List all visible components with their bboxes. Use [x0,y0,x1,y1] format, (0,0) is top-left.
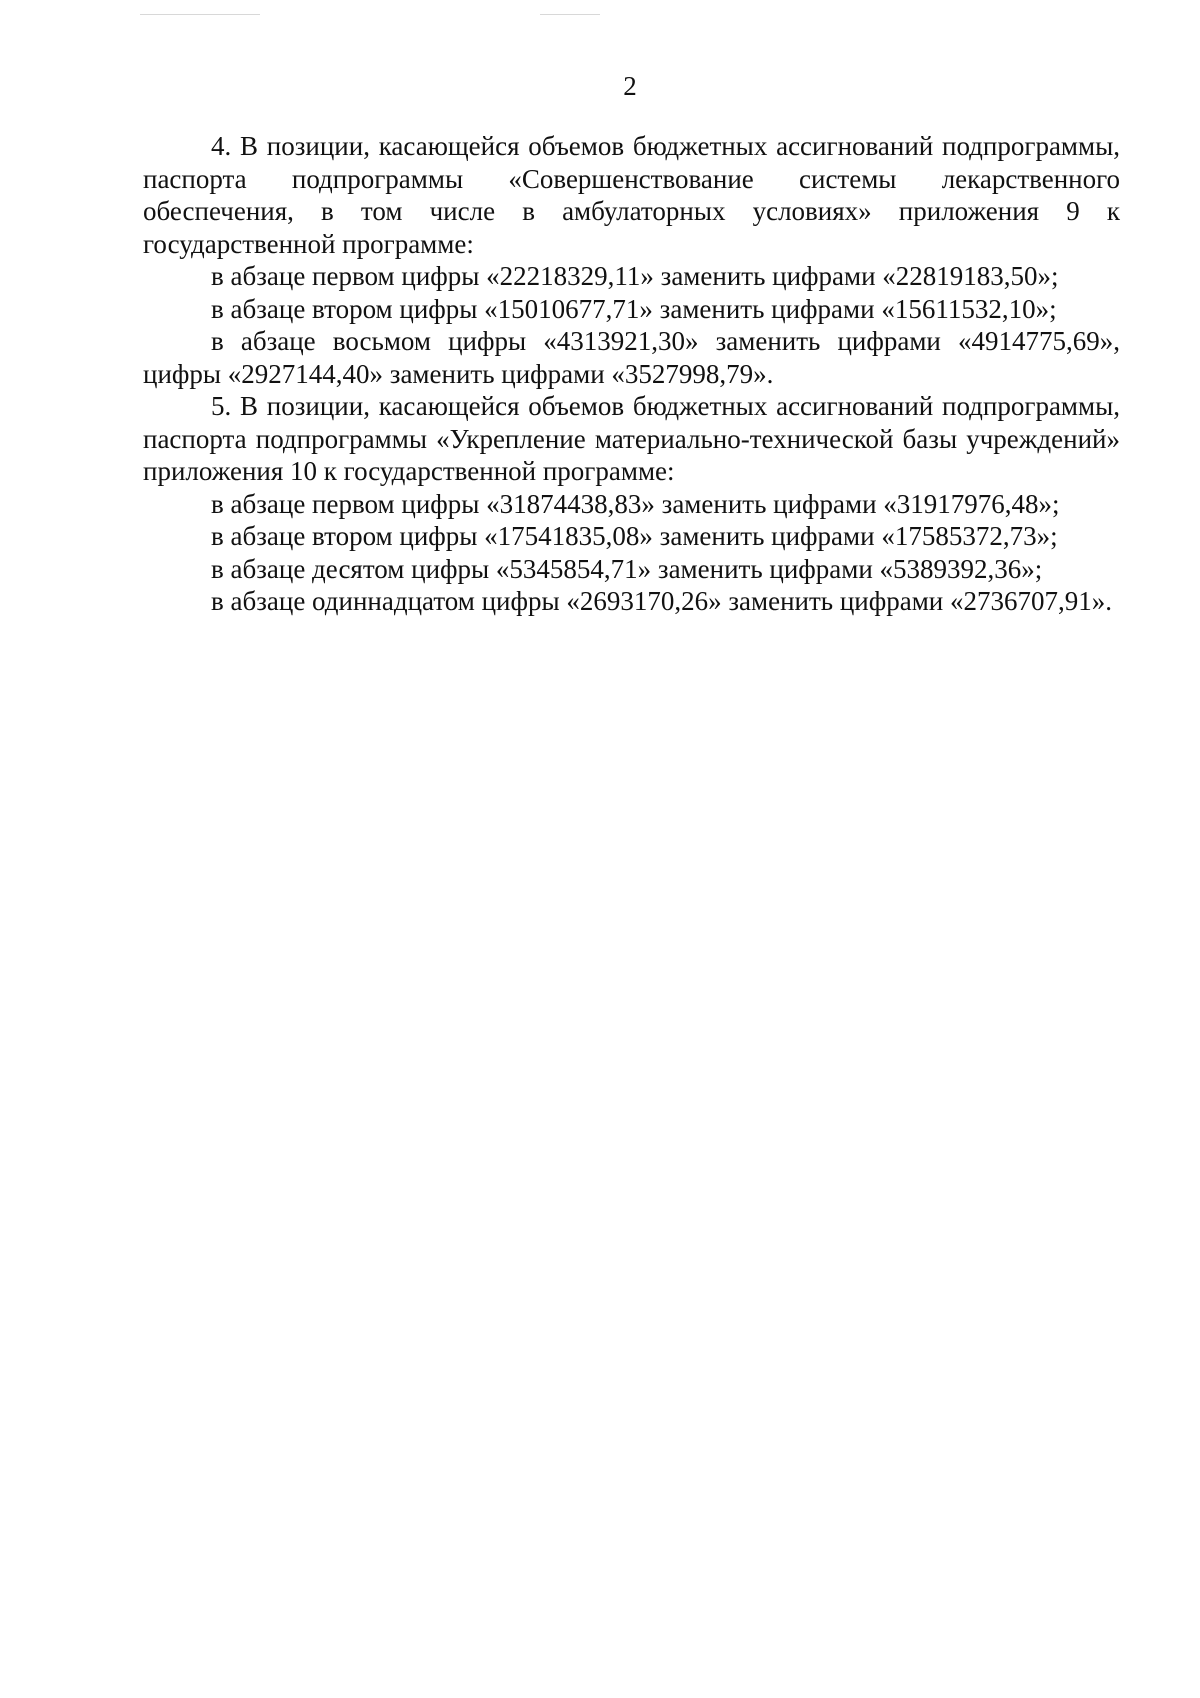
scan-artifact [540,14,600,15]
page-number: 2 [623,71,637,101]
paragraph-second-amendment: в абзаце втором цифры «15010677,71» заменить цифрами «15611532,10»; [211,293,1057,324]
paragraph-tenth-amendment: в абзаце десятом цифры «5345854,71» заменить цифрами «5389392,36»; [211,553,1043,584]
document-body [143,130,1120,618]
paragraph-eleventh-amendment: в абзаце одиннадцатом цифры «2693170,26» заменить цифрами «2736707,91». [211,586,1113,616]
paragraph-first-amendment: в абзаце первом цифры «31874438,83» заменить цифрами «31917976,48»; [211,488,1060,519]
paragraph-eighth-amendment: в абзаце восьмом цифры «4313921,30» заменить цифрами «4914775,69», цифры «2927144,40» заменить цифрами «3527998,79». [143,326,1120,389]
scan-artifact [140,14,260,15]
paragraph-item-4: 4. В позиции, касающейся объемов бюджетных ассигнований подпрограммы, паспорта подпрограммы «Совершенствование системы лекарственного обеспечения, в том числе в амбулаторных условиях» приложения 9 к государственной программе: [143,131,1120,259]
paragraph-first-amendment: в абзаце первом цифры «22218329,11» заменить цифрами «22819183,50»; [211,261,1059,291]
paragraph-second-amendment: в абзаце втором цифры «17541835,08» заменить цифрами «17585372,73»; [211,521,1058,551]
paragraph-item-5: 5. В позиции, касающейся объемов бюджетных ассигнований подпрограммы, паспорта подпрограммы «Укрепление материально-технической базы учреждений» приложения 10 к государственной программе: [143,391,1120,486]
